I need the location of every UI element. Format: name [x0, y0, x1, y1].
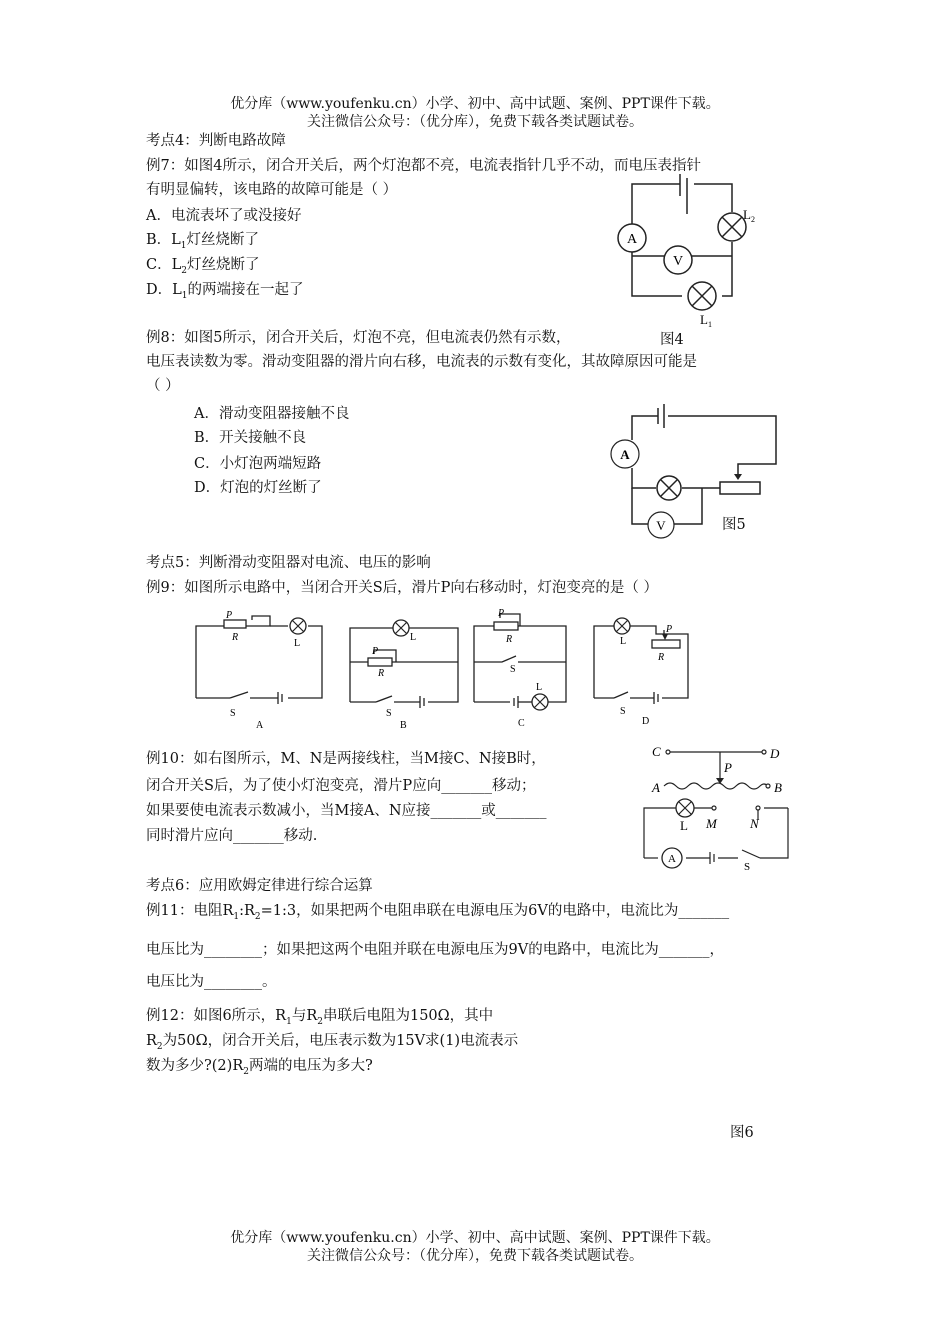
svg-text:P: P	[372, 646, 379, 657]
ex10-line-2: 闭合开关S后，为了使小灯泡变亮，滑片P应向_______移动；	[146, 778, 536, 794]
label-l2: $L_2$	[743, 207, 755, 224]
svg-text:S: S	[386, 708, 392, 719]
lamp-l2-icon	[718, 213, 746, 241]
lamp-icon	[676, 799, 694, 817]
svg-text:R: R	[378, 668, 385, 679]
svg-text:D: D	[770, 746, 780, 761]
ex7-option-c: C．$L_2$灯丝烧断了	[146, 257, 260, 276]
figure-5-circuit	[606, 404, 786, 540]
svg-text:D: D	[642, 716, 650, 727]
ammeter-icon	[611, 440, 639, 468]
svg-text:S: S	[744, 861, 751, 870]
circuit-c	[470, 606, 590, 730]
ex7-option-d: D．$L_1$的两端接在一起了	[146, 282, 304, 301]
ex10-line-4: 同时滑片应向_______移动.	[146, 828, 318, 844]
ex8-line-3: （ ）	[146, 378, 180, 394]
voltmeter-icon	[648, 512, 674, 538]
svg-text:S: S	[620, 706, 626, 717]
svg-text:S: S	[230, 708, 236, 719]
svg-text:N: N	[750, 816, 759, 831]
svg-text:C: C	[652, 744, 661, 759]
ex10-line-1: 例10：如右图所示，M、N是两接线柱，当M接C、N接B时，	[146, 751, 546, 767]
figure-6-caption: 图6	[730, 1125, 754, 1141]
voltmeter-icon	[664, 246, 692, 274]
section-5-title: 考点5：判断滑动变阻器对电流、电压的影响	[146, 555, 431, 571]
ex10-line-3: 如果要使电流表示数减小，当M接A、N应接_______或_______	[146, 803, 547, 819]
ex7-line-1: 例7：如图4所示，闭合开关后，两个灯泡都不亮，电流表指针几乎不动，而电压表指针	[146, 158, 701, 174]
ex8-line-2: 电压表读数为零。滑动变阻器的滑片向右移，电流表的示数有变化，其故障原因可能是	[146, 354, 697, 370]
svg-text:A: A	[256, 720, 264, 730]
svg-text:A: A	[668, 853, 676, 865]
footer-line-1: 优分库（www.youfenku.cn）小学、初中、高中试题、案例、PPT课件下载。	[230, 1230, 720, 1246]
ex7-option-a: A．电流表坏了或没接好	[146, 208, 302, 224]
header-line-2: 关注微信公众号：（优分库），免费下载各类试题试卷。	[307, 114, 643, 130]
svg-text:L: L	[536, 682, 543, 693]
footer-line-2: 关注微信公众号：（优分库），免费下载各类试题试卷。	[307, 1248, 643, 1264]
svg-text:M: M	[706, 816, 717, 831]
ex9-question: 例9：如图所示电路中，当闭合开关S后，滑片P向右移动时，灯泡变亮的是（ ）	[146, 580, 659, 596]
ex12-line-1: 例12：如图6所示，$R_1$与$R_2$串联后电阻为150Ω，其中	[146, 1008, 494, 1027]
svg-text:A: A	[626, 232, 638, 247]
svg-text:C: C	[518, 718, 525, 729]
figure-4-caption: 图4	[660, 332, 684, 348]
svg-text:P: P	[498, 608, 505, 619]
section-6-title: 考点6：应用欧姆定律进行综合运算	[146, 878, 373, 894]
svg-text:B: B	[400, 720, 407, 730]
label-l1: $L_1$	[700, 312, 712, 329]
circuit-a	[190, 606, 330, 730]
figure-4-circuit	[612, 172, 772, 332]
svg-text:P: P	[666, 624, 673, 635]
svg-text:R: R	[658, 652, 665, 663]
lamp-icon	[657, 476, 681, 500]
figure-10-circuit	[636, 740, 796, 870]
svg-text:R: R	[506, 634, 513, 645]
svg-text:R: R	[232, 632, 239, 643]
ammeter-icon	[618, 224, 646, 252]
ex8-option-c: C．小灯泡两端短路	[194, 456, 322, 472]
svg-text:P: P	[724, 760, 732, 775]
ex11-line-3: 电压比为________。	[146, 974, 277, 990]
header-line-1: 优分库（www.youfenku.cn）小学、初中、高中试题、案例、PPT课件下载。	[230, 96, 720, 112]
ex12-line-2: $R_2$为50Ω，闭合开关后，电压表示数为15V求(1)电流表示	[146, 1033, 519, 1052]
svg-text:B: B	[774, 780, 782, 795]
svg-text:L: L	[294, 638, 301, 649]
ex8-option-b: B．开关接触不良	[194, 430, 307, 446]
ex8-line-1: 例8：如图5所示，闭合开关后，灯泡不亮，但电流表仍然有示数，	[146, 330, 571, 346]
circuit-b	[346, 606, 464, 730]
rheostat-icon	[720, 482, 760, 494]
ex7-option-b: B．$L_1$灯丝烧断了	[146, 232, 260, 251]
figure-5-caption: 图5	[722, 517, 746, 533]
svg-text:V: V	[672, 254, 684, 269]
ex8-option-d: D．灯泡的灯丝断了	[194, 480, 322, 496]
ammeter-icon	[662, 848, 682, 868]
svg-text:L: L	[410, 632, 417, 643]
svg-text:A: A	[652, 780, 660, 795]
circuit-d	[590, 612, 694, 728]
svg-text:A: A	[620, 447, 630, 462]
ex8-option-a: A．滑动变阻器接触不良	[194, 406, 350, 422]
svg-text:V: V	[656, 518, 666, 533]
ex7-line-2: 有明显偏转，该电路的故障可能是（ ）	[146, 182, 398, 198]
ex11-line-1: 例11：电阻$R_1:R_2=1:3$，如果把两个电阻串联在电源电压为6V的电路中，电流比为_______	[146, 903, 730, 922]
svg-text:L: L	[680, 818, 688, 833]
ex11-line-2: 电压比为________；如果把这两个电阻并联在电源电压为9V的电路中，电流比为_______，	[146, 942, 724, 958]
svg-text:S: S	[510, 664, 516, 675]
lamp-l1-icon	[688, 282, 716, 310]
svg-text:P: P	[226, 610, 233, 621]
svg-text:L: L	[620, 636, 627, 647]
ex12-line-3: 数为多少$?(2)R_2$两端的电压为多大?	[146, 1058, 373, 1077]
section-4-title: 考点4：判断电路故障	[146, 133, 286, 149]
